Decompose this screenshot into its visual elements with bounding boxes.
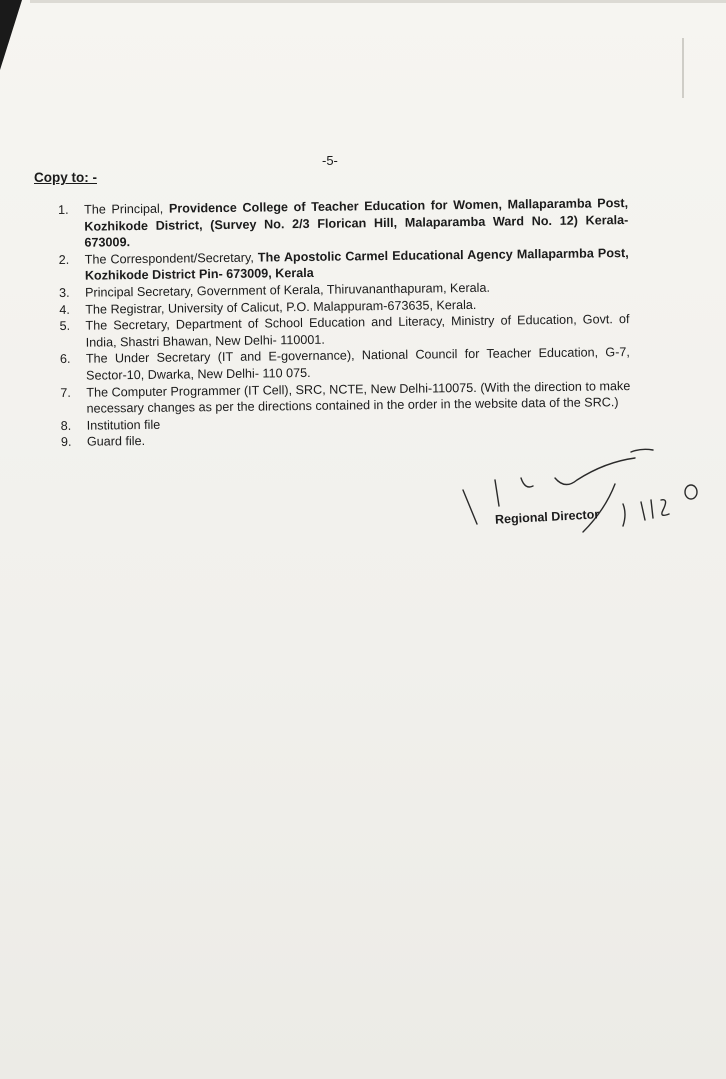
item-text: Guard file. bbox=[86, 434, 146, 449]
item-number: 4. bbox=[59, 302, 70, 317]
distribution-list bbox=[58, 195, 631, 451]
list-item bbox=[58, 195, 629, 252]
item-text: Institution file bbox=[86, 417, 161, 433]
copy-to-heading: Copy to: - bbox=[34, 170, 97, 185]
item-text: The Registrar, University of Calicut, P.O. Malappuram-673635, Kerala. bbox=[85, 297, 477, 317]
signatory-title: Regional Director bbox=[494, 507, 600, 527]
item-number: 3. bbox=[59, 285, 70, 300]
signature-block bbox=[455, 440, 725, 540]
item-number: 5. bbox=[59, 319, 71, 334]
item-number: 1. bbox=[58, 202, 69, 217]
item-text: Principal Secretary, Government of Kerala, Thiruvananthapuram, Kerala. bbox=[85, 280, 491, 300]
item-text: The Principal, Providence College of Teacher Education for Women, Mallaparamba Post, Kozhikode District, (Survey No. 2/3 Florican Hill, Malaparamba Ward No. 12) Kerala- 673009. bbox=[84, 196, 629, 250]
item-number: 2. bbox=[58, 252, 70, 267]
item-text: The Correspondent/Secretary, The Apostolic Carmel Educational Agency Mallaparmba Post, Kozhikode District Pin- 673009, Kerala bbox=[84, 245, 629, 284]
scan-top-edge bbox=[30, 0, 726, 3]
item-number: 8. bbox=[60, 418, 72, 433]
item-text: The Under Secretary (IT and E-governance), National Council for Teacher Education, G-7, Sector-10, Dwarka, New Delhi- 110 075. bbox=[85, 345, 630, 383]
item-number: 9. bbox=[60, 435, 72, 450]
item-number: 7. bbox=[60, 385, 71, 400]
item-number: 6. bbox=[59, 352, 71, 367]
scan-edge-mark bbox=[682, 38, 684, 98]
scan-corner-shadow bbox=[0, 0, 22, 70]
page-number: -5- bbox=[322, 153, 338, 168]
item-text: The Secretary, Department of School Education and Literacy, Ministry of Education, Govt. of India, Shastri Bhawan, New Delhi- 110001. bbox=[85, 312, 630, 350]
item-text: The Computer Programmer (IT Cell), SRC, NCTE, New Delhi-110075. (With the direction to make necessary changes as per the directions contained in the order in the website data of the SRC.) bbox=[86, 378, 631, 416]
